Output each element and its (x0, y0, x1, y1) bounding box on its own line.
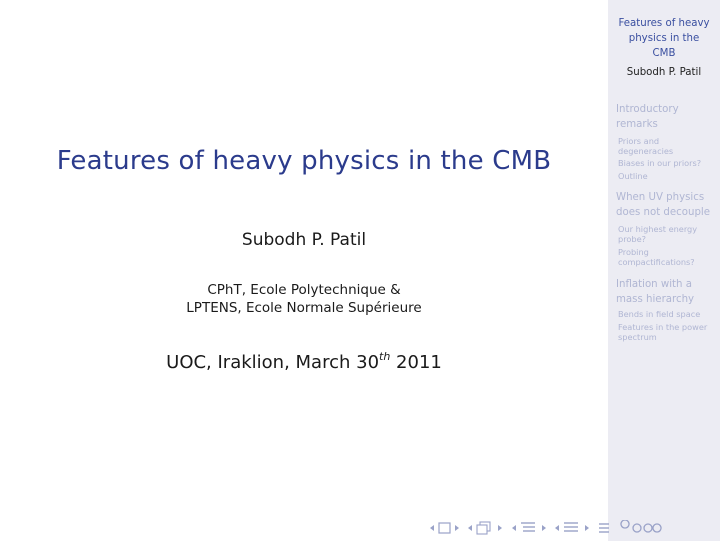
sidebar-item-biases-in-our-priors[interactable] (618, 158, 716, 168)
sidebar-item-label-line: compactifications? (618, 257, 695, 267)
sidebar-item-label-line: Our highest energy (618, 224, 698, 234)
sidebar-section-label-line: Inflation with a (616, 279, 692, 290)
sidebar-item-label-line: Bends in field space (618, 309, 701, 319)
slide-author: Subodh P. Patil (241, 230, 367, 250)
sidebar-item-label-line: Features in the power (618, 322, 708, 332)
section-nav-group (510, 520, 550, 536)
sidebar-item-priors-and-degeneracies[interactable] (618, 136, 716, 156)
frame-next-icon[interactable] (455, 525, 459, 531)
slide-nav-icons (553, 520, 593, 536)
sidebar-item-bends-in-field-space[interactable] (618, 309, 716, 319)
section-nav-icons (510, 520, 550, 536)
sidebar-item-features-in-power-spectrum[interactable] (618, 322, 716, 342)
sidebar-item-outline[interactable] (618, 171, 716, 181)
slide-title: Features of heavy physics in the CMB (56, 146, 552, 176)
sidebar-section-label-line: Introductory (616, 104, 679, 115)
sidebar-item-probing-compactifications[interactable] (618, 247, 716, 267)
subsection-icon[interactable] (477, 522, 490, 534)
frame-nav-icons (428, 520, 462, 536)
sidebar-item-label-line: Biases in our priors? (618, 158, 702, 168)
sidebar-section-label-line: When UV physics (616, 192, 705, 203)
slide-next-icon[interactable] (585, 525, 589, 531)
slide-prev-icon[interactable] (555, 525, 559, 531)
frame-icon[interactable] (439, 523, 450, 533)
sidebar-section-uv-physics[interactable] (616, 190, 716, 220)
sidebar-item-highest-energy-probe[interactable] (618, 224, 716, 244)
frame-prev-icon[interactable] (430, 525, 434, 531)
date-superscript: th (379, 350, 391, 363)
sidebar-item-label-line: Priors and (618, 136, 660, 146)
sidebar-section-label-line: does not decouple (616, 207, 711, 218)
date-suffix: 2011 (390, 352, 442, 373)
subsection-next-icon[interactable] (498, 525, 502, 531)
sidebar-title-line: CMB (652, 48, 676, 59)
frame-nav-group (428, 520, 462, 536)
sidebar-section-label-line: mass hierarchy (616, 294, 695, 305)
section-icon[interactable] (521, 523, 535, 531)
subsection-prev-icon[interactable] (468, 525, 472, 531)
sidebar-section-introductory-remarks[interactable] (616, 102, 716, 132)
subsection-nav-group (466, 520, 506, 536)
slide-icon[interactable] (564, 523, 578, 531)
institution-line-1: CPhT, Ecole Polytechnique & (207, 282, 401, 298)
sidebar-title-line: Features of heavy (618, 18, 710, 29)
search-icon[interactable] (620, 520, 662, 536)
sidebar (608, 0, 720, 541)
institution-line-2: LPTENS, Ecole Normale Supérieure (186, 300, 422, 316)
sidebar-section-mass-hierarchy[interactable] (616, 277, 716, 307)
sidebar-item-label-line: probe? (618, 234, 646, 244)
search-nav-group (620, 520, 662, 536)
section-prev-icon[interactable] (512, 525, 516, 531)
align-nav-group (598, 520, 610, 536)
date-prefix: UOC, Iraklion, March 30 (166, 352, 380, 373)
sidebar-author[interactable]: Subodh P. Patil (626, 67, 702, 78)
subsection-nav-icons (466, 520, 506, 536)
section-next-icon[interactable] (542, 525, 546, 531)
sidebar-item-label-line: Outline (618, 171, 648, 181)
slide-nav-group (553, 520, 593, 536)
slide-date (0, 350, 608, 373)
sidebar-section-label-line: remarks (616, 119, 658, 130)
sidebar-item-label-line: degeneracies (618, 146, 674, 156)
align-icon[interactable] (598, 520, 610, 536)
sidebar-item-label-line: Probing (618, 247, 649, 257)
sidebar-item-label-line: spectrum (618, 332, 657, 342)
sidebar-title[interactable] (608, 16, 720, 61)
sidebar-title-line: physics in the (628, 33, 700, 44)
